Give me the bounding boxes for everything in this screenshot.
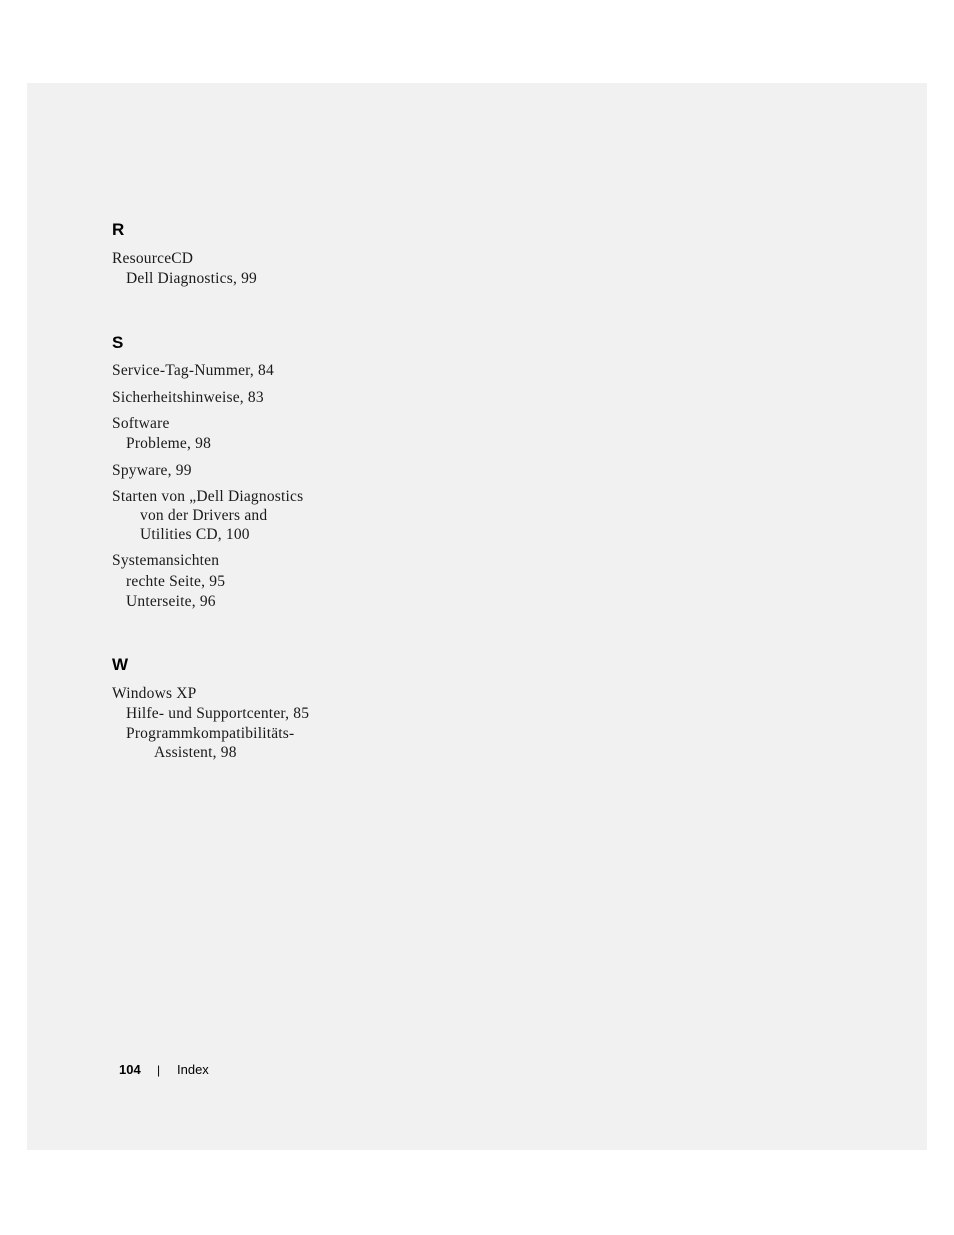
index-entry-starten-von: Starten von „Dell Diagnostics	[112, 488, 304, 505]
index-entry-starten-von-cont: von der Drivers and	[140, 507, 268, 524]
index-subentry-programmkompatibilitaet: Programmkompatibilitäts-	[126, 725, 295, 742]
index-entry-windows-xp: Windows XP	[112, 685, 197, 702]
index-letter-s: S	[112, 333, 124, 352]
index-letter-r: R	[112, 220, 125, 239]
index-subentry-hilfe-support: Hilfe- und Supportcenter, 85	[126, 705, 310, 722]
page-number: 104	[119, 1062, 141, 1077]
index-subentry-rechte-seite: rechte Seite, 95	[126, 573, 226, 590]
index-entry-software: Software	[112, 415, 170, 432]
index-subentry-programmkompatibilitaet-cont: Assistent, 98	[154, 744, 237, 761]
footer-separator: |	[157, 1063, 161, 1077]
index-entry-spyware: Spyware, 99	[112, 462, 192, 479]
index-letter-w: W	[112, 655, 129, 674]
index-entry-starten-von-cont2: Utilities CD, 100	[140, 526, 250, 543]
document-page	[27, 83, 927, 1150]
footer-section-title: Index	[177, 1062, 209, 1077]
index-subentry-probleme: Probleme, 98	[126, 435, 212, 452]
index-subentry-unterseite: Unterseite, 96	[126, 593, 216, 610]
index-entry-service-tag: Service-Tag-Nummer, 84	[112, 362, 274, 379]
index-entry-systemansichten: Systemansichten	[112, 552, 220, 569]
index-subentry-dell-diagnostics: Dell Diagnostics, 99	[126, 270, 257, 287]
index-entry-sicherheitshinweise: Sicherheitshinweise, 83	[112, 389, 264, 406]
index-entry-resourcecd: ResourceCD	[112, 250, 194, 267]
